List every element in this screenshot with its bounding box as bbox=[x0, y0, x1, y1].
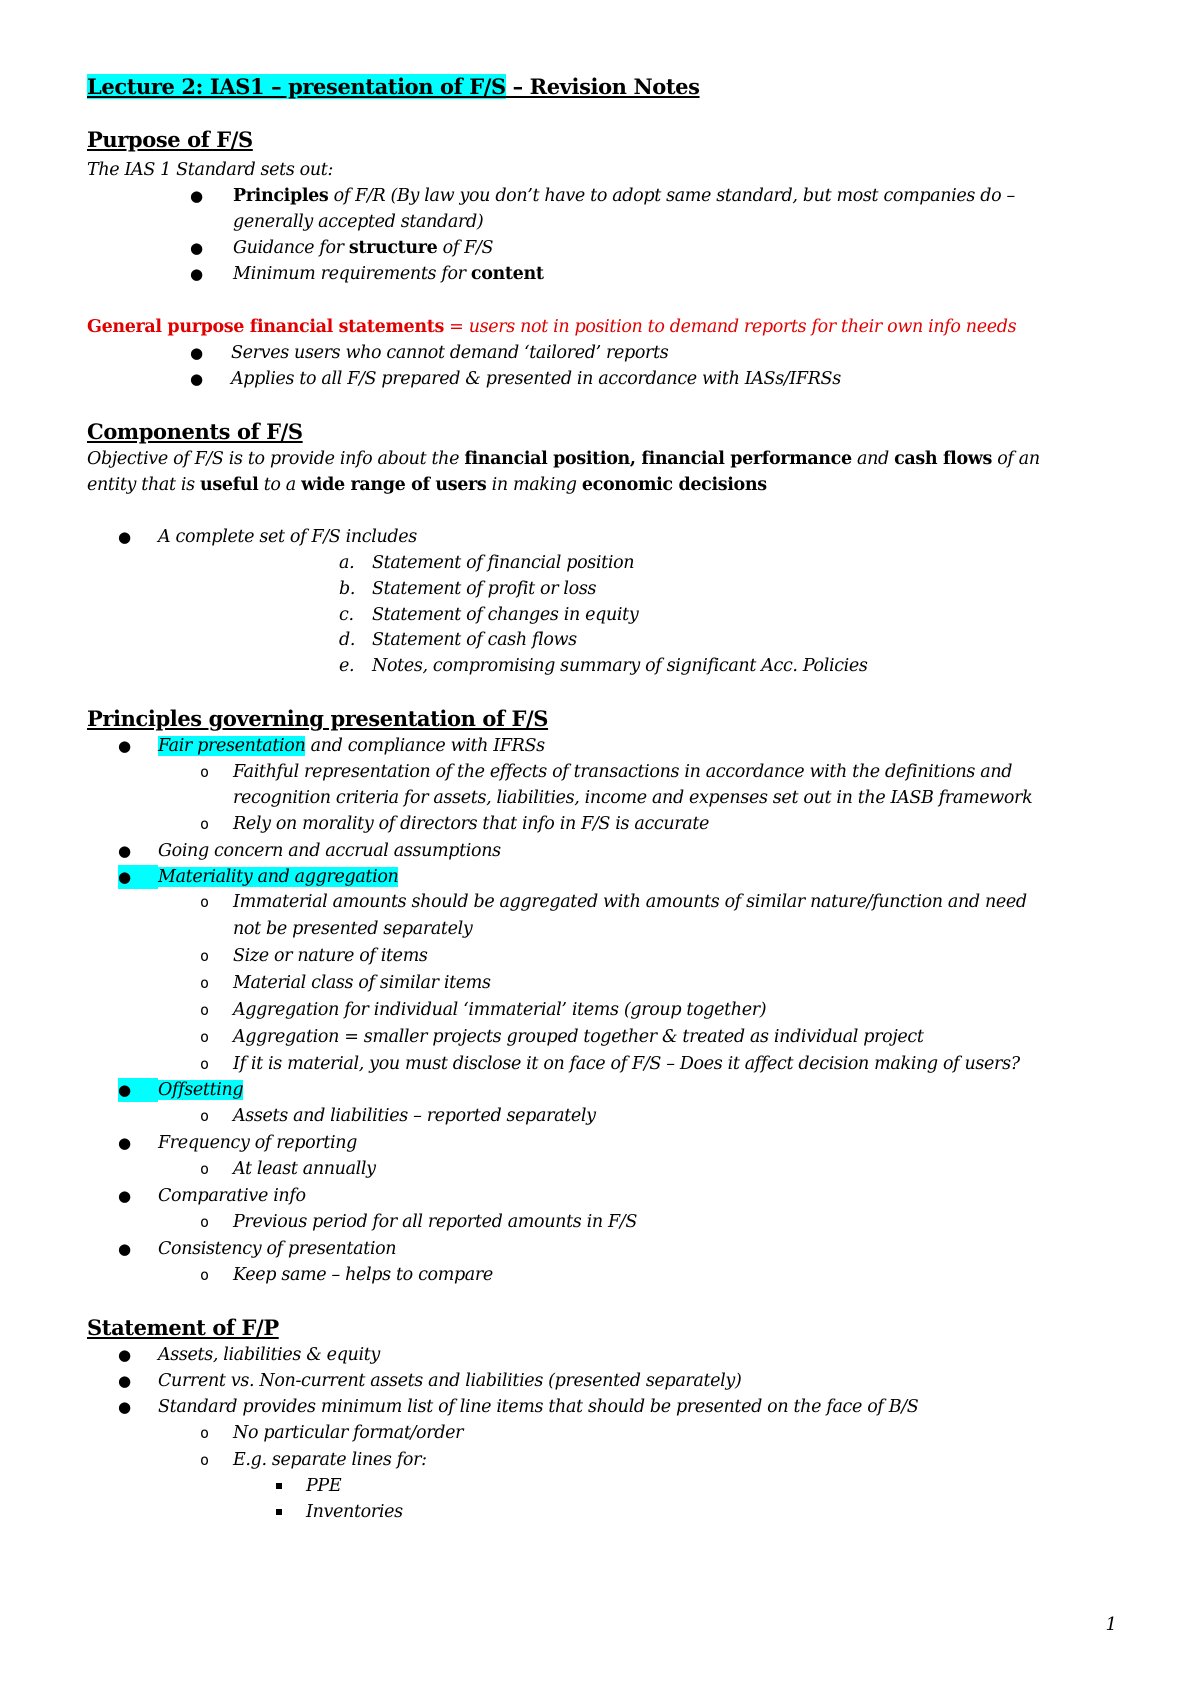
bullet-icon: ● bbox=[190, 370, 204, 388]
sub-bullet-icon: o bbox=[200, 974, 210, 992]
heading-statement-fp: Statement of F/P bbox=[87, 1315, 279, 1340]
sub-bullet-icon: o bbox=[200, 1213, 210, 1231]
freq-sub-1: At least annually bbox=[233, 1159, 376, 1179]
sub-bullet-icon: o bbox=[200, 815, 210, 833]
components-objective-line2 bbox=[87, 473, 767, 497]
fair-sub-1a: Faithful representation of the effects of transactions in accordance with the definitions and bbox=[233, 762, 1013, 782]
sofp-sub-1: No particular format/order bbox=[233, 1423, 464, 1443]
sofp-line-item-ppe: PPE bbox=[306, 1476, 342, 1496]
page-number: 1 bbox=[1105, 1614, 1117, 1635]
text: Objective of F/S is to provide info about the bbox=[87, 449, 465, 469]
bold-text: useful bbox=[199, 475, 259, 495]
mat-sub-3: Material class of similar items bbox=[233, 973, 491, 993]
bullet-icon: ● bbox=[190, 187, 204, 205]
bullet-icon: ● bbox=[118, 528, 132, 546]
bullet-icon: ● bbox=[118, 1398, 132, 1416]
highlighted-text: Fair presentation bbox=[158, 736, 306, 756]
title-suffix: – Revision Notes bbox=[505, 74, 700, 99]
component-item: Notes, compromising summary of significant Acc. Policies bbox=[372, 656, 868, 676]
sofp-sub-2: E.g. separate lines for: bbox=[233, 1450, 427, 1470]
fair-sub-1b: recognition criteria for assets, liabilities, income and expenses set out in the IASB framework bbox=[233, 788, 1033, 808]
text: of F/R (By law you don’t have to adopt same standard, but most companies do – bbox=[328, 186, 1015, 206]
components-objective-line1 bbox=[87, 447, 1040, 471]
purpose-bullet-principles-cont: generally accepted standard) bbox=[233, 212, 484, 232]
sub-bullet-icon: o bbox=[200, 1266, 210, 1284]
general-bullet-2: Applies to all F/S prepared & presented in accordance with IASs/IFRSs bbox=[231, 369, 841, 389]
bullet-icon: ● bbox=[118, 1240, 132, 1258]
sub-bullet-icon: o bbox=[200, 1160, 210, 1178]
bold-text: structure bbox=[348, 238, 438, 258]
component-item: Statement of financial position bbox=[372, 553, 635, 573]
bullet-icon: ● bbox=[118, 865, 158, 889]
component-item: Statement of profit or loss bbox=[372, 579, 597, 599]
title-highlighted: Lecture 2: IAS1 – presentation of F/S bbox=[87, 74, 506, 99]
bullet-icon: ● bbox=[190, 344, 204, 362]
text: = users not in position to demand reports for their own info needs bbox=[443, 317, 1017, 337]
component-letter: e. bbox=[339, 656, 355, 676]
comp-sub-1: Previous period for all reported amounts in F/S bbox=[233, 1212, 637, 1232]
heading-purpose: Purpose of F/S bbox=[87, 127, 253, 152]
text: Minimum requirements for bbox=[233, 264, 471, 284]
highlighted-text: Materiality and aggregation bbox=[158, 867, 399, 887]
principle-consistency: Consistency of presentation bbox=[158, 1239, 397, 1259]
bullet-icon: ● bbox=[118, 737, 132, 755]
sub-bullet-icon: o bbox=[200, 763, 210, 781]
text: Guidance for bbox=[233, 238, 349, 258]
text: to a bbox=[258, 475, 302, 495]
text: and compliance with IFRSs bbox=[305, 736, 545, 756]
sofp-line-item-inventories: Inventories bbox=[306, 1502, 403, 1522]
component-item: Statement of changes in equity bbox=[372, 605, 639, 625]
mat-sub-1b: not be presented separately bbox=[233, 919, 473, 939]
fair-sub-2: Rely on morality of directors that info in F/S is accurate bbox=[233, 814, 710, 834]
bold-text: financial position, financial performance bbox=[464, 449, 852, 469]
text: entity that is bbox=[87, 475, 200, 495]
bullet-icon: ● bbox=[190, 265, 204, 283]
bullet-icon: ● bbox=[118, 1187, 132, 1205]
sub-bullet-icon: o bbox=[200, 1424, 210, 1442]
component-item: Statement of cash flows bbox=[372, 630, 577, 650]
bullet-icon: ● bbox=[190, 239, 204, 257]
text: of F/S bbox=[437, 238, 494, 258]
sub-bullet-icon: o bbox=[200, 1055, 210, 1073]
mat-sub-6: If it is material, you must disclose it on face of F/S – Does it affect decision making of users? bbox=[233, 1054, 1020, 1074]
component-letter: c. bbox=[339, 605, 354, 625]
bold-text: Principles bbox=[233, 186, 329, 206]
principle-fair-presentation bbox=[158, 734, 545, 758]
offset-sub-1: Assets and liabilities – reported separately bbox=[233, 1106, 596, 1126]
component-letter: d. bbox=[339, 630, 356, 650]
heading-components: Components of F/S bbox=[87, 419, 303, 444]
purpose-bullet-principles bbox=[233, 184, 1015, 208]
mat-sub-2: Size or nature of items bbox=[233, 946, 428, 966]
bold-text: cash flows bbox=[894, 449, 993, 469]
heading-principles: Principles governing presentation of F/S bbox=[87, 706, 549, 731]
bullet-icon: ● bbox=[118, 1134, 132, 1152]
sub-bullet-icon: o bbox=[200, 1451, 210, 1469]
document-title bbox=[87, 75, 700, 99]
components-set-intro: A complete set of F/S includes bbox=[158, 527, 417, 547]
bold-text: economic decisions bbox=[581, 475, 767, 495]
purpose-bullet-guidance bbox=[233, 236, 493, 260]
mat-sub-4: Aggregation for individual ‘immaterial’ items (group together) bbox=[233, 1000, 767, 1020]
cons-sub-1: Keep same – helps to compare bbox=[233, 1265, 493, 1285]
component-letter: a. bbox=[339, 553, 355, 573]
sub-bullet-icon: o bbox=[200, 893, 210, 911]
bullet-icon: ● bbox=[118, 1346, 132, 1364]
sub-bullet-icon: o bbox=[200, 1107, 210, 1125]
square-bullet-icon bbox=[276, 1509, 282, 1515]
bullet-icon: ● bbox=[118, 842, 132, 860]
principle-comparative: Comparative info bbox=[158, 1186, 306, 1206]
purpose-intro: The IAS 1 Standard sets out: bbox=[87, 160, 334, 180]
text: and bbox=[851, 449, 895, 469]
square-bullet-icon bbox=[276, 1483, 282, 1489]
general-purpose-definition bbox=[87, 315, 1016, 339]
principle-going-concern: Going concern and accrual assumptions bbox=[158, 841, 501, 861]
principle-materiality bbox=[158, 865, 398, 889]
bold-text: content bbox=[470, 264, 544, 284]
sofp-bullet-2: Current vs. Non-current assets and liabilities (presented separately) bbox=[158, 1371, 742, 1391]
bold-text: General purpose financial statements bbox=[87, 317, 444, 337]
highlighted-text: Offsetting bbox=[158, 1080, 244, 1100]
general-bullet-1: Serves users who cannot demand ‘tailored’ reports bbox=[231, 343, 669, 363]
sub-bullet-icon: o bbox=[200, 947, 210, 965]
mat-sub-5: Aggregation = smaller projects grouped together & treated as individual project bbox=[233, 1027, 924, 1047]
purpose-bullet-minimum bbox=[233, 262, 544, 286]
sofp-bullet-3: Standard provides minimum list of line items that should be presented on the face of B/S bbox=[158, 1397, 919, 1417]
text: of an bbox=[992, 449, 1040, 469]
sub-bullet-icon: o bbox=[200, 1001, 210, 1019]
sofp-bullet-1: Assets, liabilities & equity bbox=[158, 1345, 380, 1365]
component-letter: b. bbox=[339, 579, 356, 599]
bullet-icon: ● bbox=[118, 1372, 132, 1390]
principle-offsetting bbox=[158, 1078, 243, 1102]
bullet-icon: ● bbox=[118, 1078, 158, 1102]
text: in making bbox=[486, 475, 582, 495]
principle-frequency: Frequency of reporting bbox=[158, 1133, 358, 1153]
sub-bullet-icon: o bbox=[200, 1028, 210, 1046]
mat-sub-1a: Immaterial amounts should be aggregated with amounts of similar nature/function and need bbox=[233, 892, 1027, 912]
bold-text: wide range of users bbox=[301, 475, 487, 495]
